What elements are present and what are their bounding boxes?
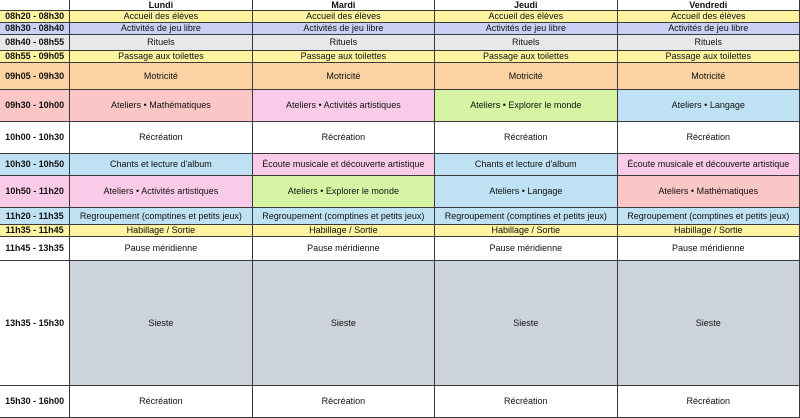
day-header-tuesday: Mardi [252, 0, 434, 11]
activity-cell: Rituels [252, 35, 434, 51]
table-row [0, 225, 800, 237]
activity-cell: Ateliers • Mathématiques [70, 90, 252, 122]
table-row [0, 90, 800, 122]
activity-cell: Récréation [617, 386, 799, 418]
table-row [0, 237, 800, 261]
activity-cell: Écoute musicale et découverte artistique [252, 154, 434, 176]
activity-cell: Activités de jeu libre [617, 23, 799, 35]
activity-cell: Récréation [70, 122, 252, 154]
table-row [0, 154, 800, 176]
activity-cell: Regroupement (comptines et petits jeux) [435, 208, 617, 225]
time-slot: 09h05 - 09h30 [0, 63, 70, 90]
activity-cell: Activités de jeu libre [70, 23, 252, 35]
day-header-thursday: Jeudi [435, 0, 617, 11]
day-header-monday: Lundi [70, 0, 252, 11]
table-row [0, 208, 800, 225]
time-slot: 10h30 - 10h50 [0, 154, 70, 176]
activity-cell: Regroupement (comptines et petits jeux) [617, 208, 799, 225]
time-slot: 10h50 - 11h20 [0, 176, 70, 208]
time-slot: 11h35 - 11h45 [0, 225, 70, 237]
activity-cell: Ateliers • Activités artistiques [70, 176, 252, 208]
activity-cell: Récréation [435, 386, 617, 418]
activity-cell: Motricité [70, 63, 252, 90]
activity-cell: Sieste [252, 261, 434, 386]
time-slot: 11h45 - 13h35 [0, 237, 70, 261]
time-slot: 08h40 - 08h55 [0, 35, 70, 51]
activity-cell: Habillage / Sortie [70, 225, 252, 237]
activity-cell: Rituels [70, 35, 252, 51]
table-row [0, 35, 800, 51]
activity-cell: Accueil des élèves [435, 11, 617, 23]
table-row [0, 176, 800, 208]
time-slot: 08h20 - 08h30 [0, 11, 70, 23]
time-slot: 08h55 - 09h05 [0, 51, 70, 63]
activity-cell: Pause méridienne [617, 237, 799, 261]
day-header-friday: Vendredi [617, 0, 799, 11]
activity-cell: Récréation [70, 386, 252, 418]
activity-cell: Ateliers • Explorer le monde [252, 176, 434, 208]
activity-cell: Passage aux toilettes [252, 51, 434, 63]
time-column-header [0, 0, 70, 11]
activity-cell: Motricité [252, 63, 434, 90]
activity-cell: Rituels [435, 35, 617, 51]
activity-cell: Motricité [617, 63, 799, 90]
time-slot: 10h00 - 10h30 [0, 122, 70, 154]
activity-cell: Récréation [435, 122, 617, 154]
activity-cell: Passage aux toilettes [70, 51, 252, 63]
activity-cell: Accueil des élèves [617, 11, 799, 23]
activity-cell: Habillage / Sortie [435, 225, 617, 237]
activity-cell: Ateliers • Mathématiques [617, 176, 799, 208]
activity-cell: Accueil des élèves [70, 11, 252, 23]
activity-cell: Ateliers • Activités artistiques [252, 90, 434, 122]
activity-cell: Accueil des élèves [252, 11, 434, 23]
activity-cell: Regroupement (comptines et petits jeux) [252, 208, 434, 225]
activity-cell: Motricité [435, 63, 617, 90]
table-row [0, 51, 800, 63]
activity-cell: Récréation [617, 122, 799, 154]
activity-cell: Pause méridienne [70, 237, 252, 261]
activity-cell: Pause méridienne [252, 237, 434, 261]
activity-cell: Sieste [70, 261, 252, 386]
activity-cell: Passage aux toilettes [435, 51, 617, 63]
table-row [0, 23, 800, 35]
table-row [0, 122, 800, 154]
activity-cell: Ateliers • Langage [617, 90, 799, 122]
activity-cell: Sieste [617, 261, 799, 386]
activity-cell: Écoute musicale et découverte artistique [617, 154, 799, 176]
header-row [0, 0, 800, 11]
activity-cell: Pause méridienne [435, 237, 617, 261]
activity-cell: Récréation [252, 122, 434, 154]
activity-cell: Chants et lecture d'album [70, 154, 252, 176]
activity-cell: Récréation [252, 386, 434, 418]
activity-cell: Regroupement (comptines et petits jeux) [70, 208, 252, 225]
activity-cell: Ateliers • Explorer le monde [435, 90, 617, 122]
table-row [0, 261, 800, 386]
time-slot: 13h35 - 15h30 [0, 261, 70, 386]
table-row [0, 11, 800, 23]
activity-cell: Rituels [617, 35, 799, 51]
table-row [0, 386, 800, 418]
time-slot: 11h20 - 11h35 [0, 208, 70, 225]
time-slot: 09h30 - 10h00 [0, 90, 70, 122]
activity-cell: Activités de jeu libre [435, 23, 617, 35]
activity-cell: Ateliers • Langage [435, 176, 617, 208]
activity-cell: Habillage / Sortie [252, 225, 434, 237]
activity-cell: Sieste [435, 261, 617, 386]
activity-cell: Passage aux toilettes [617, 51, 799, 63]
table-row [0, 63, 800, 90]
activity-cell: Chants et lecture d'album [435, 154, 617, 176]
time-slot: 08h30 - 08h40 [0, 23, 70, 35]
time-slot: 15h30 - 16h00 [0, 386, 70, 418]
activity-cell: Habillage / Sortie [617, 225, 799, 237]
activity-cell: Activités de jeu libre [252, 23, 434, 35]
